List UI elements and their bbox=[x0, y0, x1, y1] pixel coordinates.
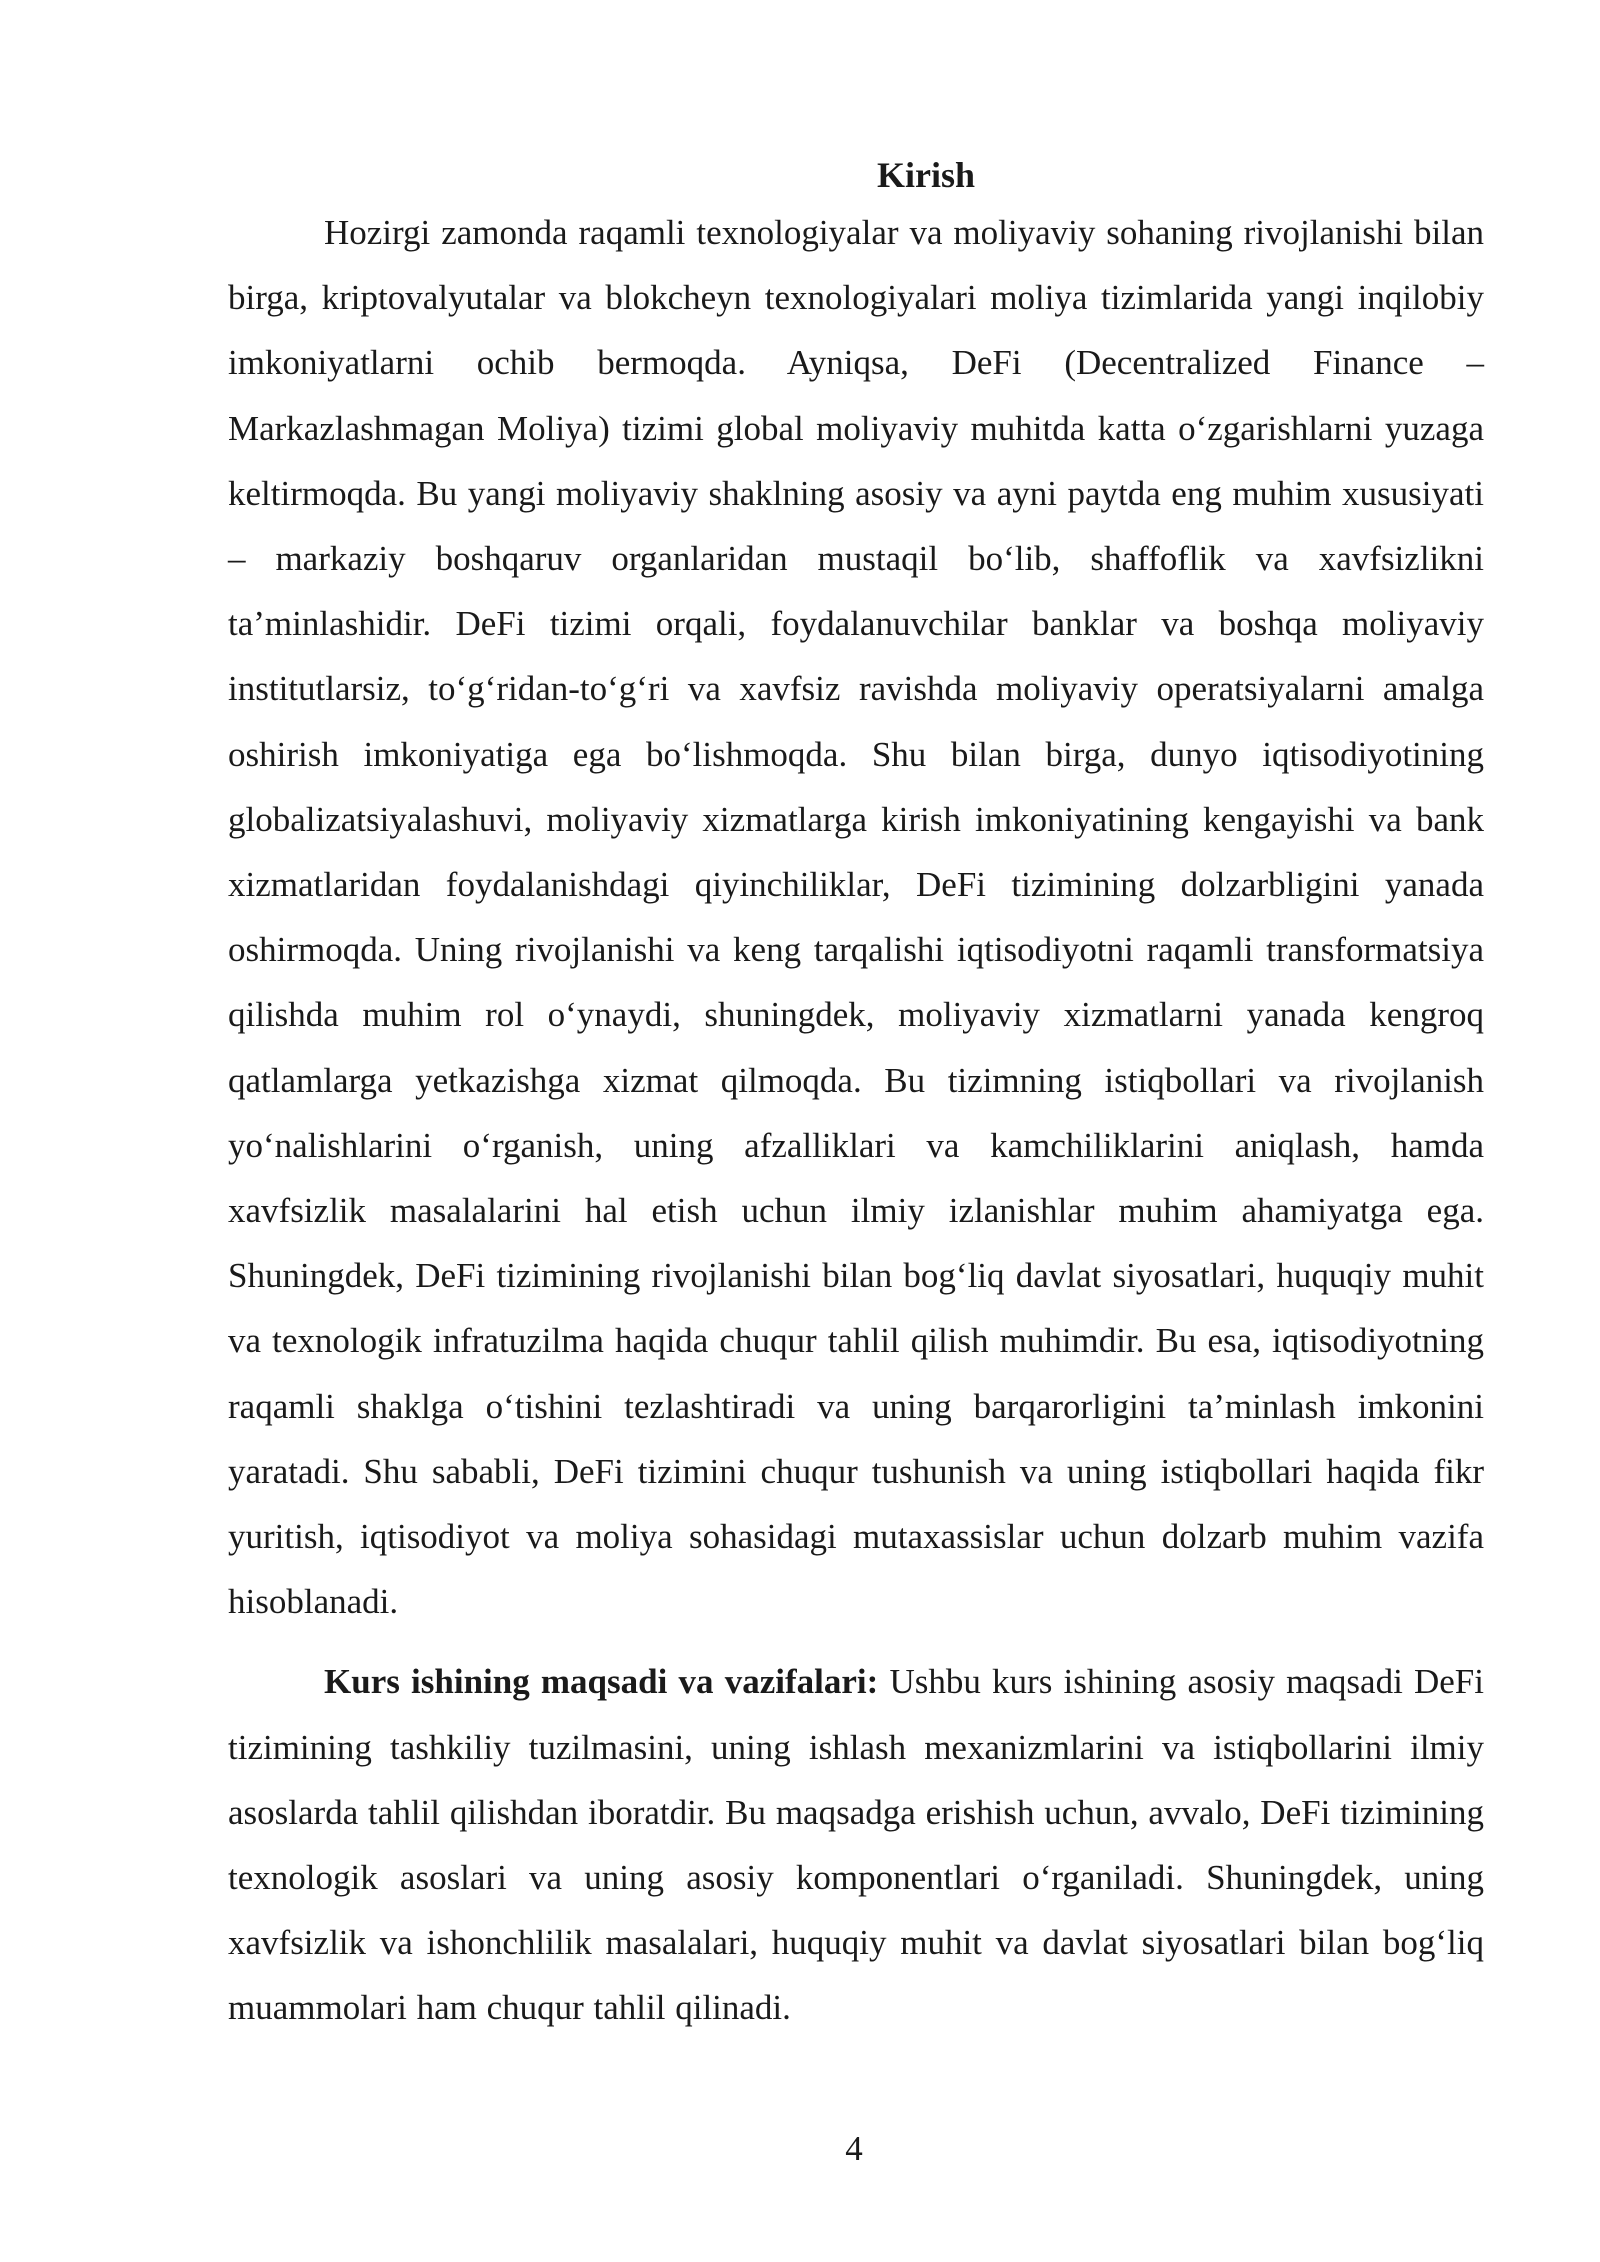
page-number: 4 bbox=[845, 2129, 863, 2168]
page-content bbox=[228, 150, 1484, 2041]
goals-paragraph-body: Ushbu kurs ishining asosiy maqsadi DeFi tizimining tashkiliy tuzilmasini, uning ishlash mexanizmlarini va istiqbollarini ilmiy asoslarda tahlil qilishdan iboratdir. Bu maqsadga erishish uchun, avvalo, DeFi tizimining texnologik asoslari va uning asosiy komponentlari o‘rganiladi. Shuningdek, uning xavfsizlik va ishonchlilik masalalari, huquqiy muhit va davlat siyosatlari bilan bog‘liq muammolari ham chuqur tahlil qilinadi. bbox=[228, 1662, 1484, 2028]
goals-paragraph-lead: Kurs ishining maqsadi va vazifalari: bbox=[324, 1662, 879, 1702]
section-heading: Kirish bbox=[876, 155, 975, 195]
goals-paragraph bbox=[228, 1649, 1484, 2040]
intro-paragraph: Hozirgi zamonda raqamli texnologiyalar va moliyaviy sohaning rivojlanishi bilan birga, kriptovalyutalar va blokcheyn texnologiyalari moliya tizimlarida yangi inqilobiy imkoniyatlarni ochib bermoqda. Ayniqsa, DeFi (Decentralized Finance – Markazlashmagan Moliya) tizimi global moliyaviy muhitda katta o‘zgarishlarni yuzaga keltirmoqda. Bu yangi moliyaviy shaklning asosiy va ayni paytda eng muhim xususiyati – markaziy boshqaruv organlaridan mustaqil bo‘lib, shaffoflik va xavfsizlikni ta’minlashidir. DeFi tizimi orqali, foydalanuvchilar banklar va boshqa moliyaviy institutlarsiz, to‘g‘ridan-to‘g‘ri va xavfsiz ravishda moliyaviy operatsiyalarni amalga oshirish imkoniyatiga ega bo‘lishmoqda. Shu bilan birga, dunyo iqtisodiyotining globalizatsiyalashuvi, moliyaviy xizmatlarga kirish imkoniyatining kengayishi va bank xizmatlaridan foydalanishdagi qiyinchiliklar, DeFi tizimining dolzarbligini yanada oshirmoqda. Uning rivojlanishi va keng tarqalishi iqtisodiyotni raqamli transformatsiya qilishda muhim rol o‘ynaydi, shuningdek, moliyaviy xizmatlarni yanada kengroq qatlamlarga yetkazishga xizmat qilmoqda. Bu tizimning istiqbollari va rivojlanish yo‘nalishlarini o‘rganish, uning afzalliklari va kamchiliklarini aniqlash, hamda xavfsizlik masalalarini hal etish uchun ilmiy izlanishlar muhim ahamiyatga ega. Shuningdek, DeFi tizimining rivojlanishi bilan bog‘liq davlat siyosatlari, huquqiy muhit va texnologik infratuzilma haqida chuqur tahlil qilish muhimdir. Bu esa, iqtisodiyotning raqamli shaklga o‘tishini tezlashtiradi va uning barqarorligini ta’minlash imkonini yaratadi. Shu sababli, DeFi tizimini chuqur tushunish va uning istiqbollari haqida fikr yuritish, iqtisodiyot va moliya sohasidagi mutaxassislar uchun dolzarb muhim vazifa hisoblanadi. bbox=[228, 213, 1484, 1622]
